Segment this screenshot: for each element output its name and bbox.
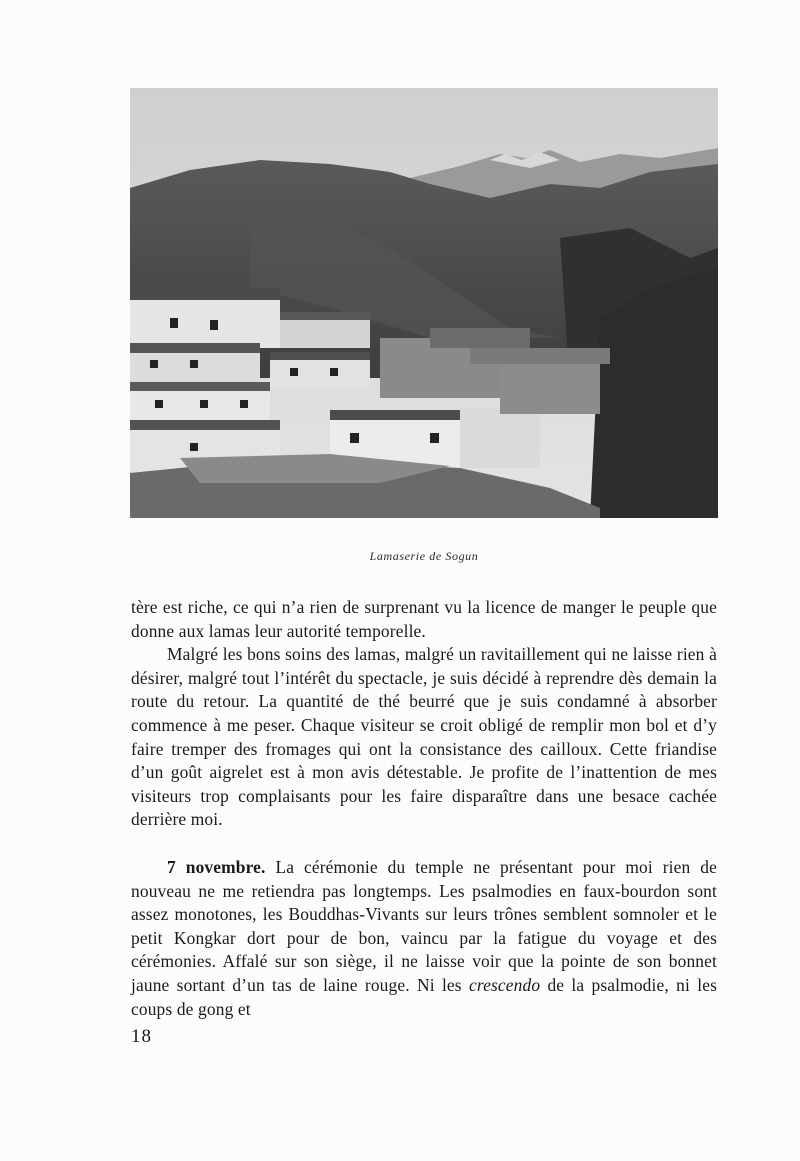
- entry-date: 7 novembre.: [167, 856, 266, 877]
- paragraph-text: de la psalmodie, ni les coups de gong et: [131, 974, 717, 1019]
- italic-term: crescendo: [468, 974, 541, 995]
- figure-caption: Lamaserie de Sogun: [369, 549, 479, 563]
- photograph-lamasery: [130, 88, 718, 518]
- page-number: 18: [131, 1026, 152, 1047]
- paragraph-text: La cérémonie du temple ne présentant pour moi rien de nouveau ne me retiendra pas longtemps. Les psalmodies en faux-bourdon sont assez monotones, les Bouddhas-Vivants sur leurs trônes semblent somnoler et le petit Kongkar dort pour de bon, vaincu par la fatigue du voyage et des cérémonies. Affalé sur son siège, il ne laisse voir que la pointe de son bonnet jaune sortant d’un tas de laine rouge. Ni les: [131, 856, 718, 995]
- paragraph-continuation: tère est riche, ce qui n’a rien de surprenant vu la licence de manger le peuple que donne aux lamas leur autorité temporelle.: [131, 597, 717, 641]
- diary-entry-paragraph: [131, 856, 717, 1021]
- body-text: [131, 596, 717, 1021]
- paragraph: Malgré les bons soins des lamas, malgré un ravitaillement qui ne laisse rien à désirer, malgré tout l’intérêt du spectacle, je suis décidé à reprendre dès demain la route du retour. La quantité de thé beurré que je suis condamné à absorber commence à me peser. Chaque visiteur se croit obligé de remplir mon bol et d’y faire tremper des fromages qui ont la consistance des cailloux. Cette friandise d’un goût aigrelet est à mon avis détestable. Je profite de l’inattention de mes visiteurs trop complaisants pour les faire disparaître dans une besace cachée derrière moi.: [131, 644, 717, 830]
